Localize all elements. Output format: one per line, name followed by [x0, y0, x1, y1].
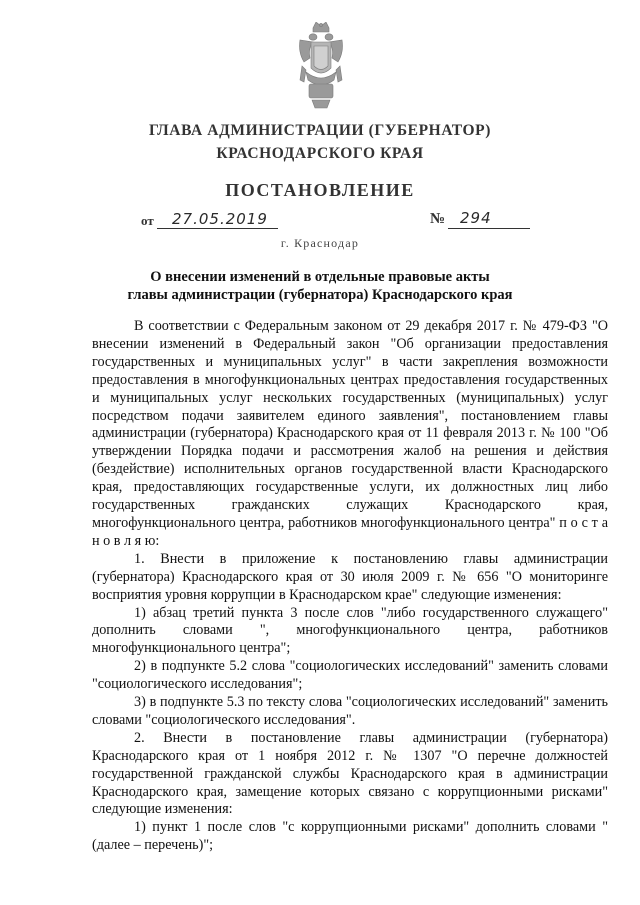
body-paragraph-item-1: 1. Внести в приложение к постановлению главы администрации (губернатора) Краснодарского края от 30 июля 2009 г. № 656 "О мониторинге восприятия уровня коррупции в Краснодарском крае" следующие изменения: — [92, 550, 608, 603]
date-number-row — [0, 210, 640, 232]
title-line2: главы администрации (губернатора) Краснодарского края — [127, 287, 513, 303]
handwritten-number: 294 — [460, 209, 492, 227]
body-paragraph-subitem-1-3: 3) в подпункте 5.3 по тексту слова "социологических исследований" заменить словами "социологического исследования". — [92, 694, 608, 728]
city-name: г. Краснодар — [280, 236, 360, 250]
body-paragraph-preamble: В соответствии с Федеральным законом от 29 декабря 2017 г. № 479-ФЗ "О внесении изменений в Федеральный закон "Об организации предоставления государственных и муниципальных услуг" в части закрепления возможности предоставления в многофункциональных центрах предоставления государственных и муниципальных услуг нескольких государственных (муниципальных) услуг посредством подачи заявителем единого заявления", постановлением главы администрации (губернатора) Краснодарского края от 11 февраля 2013 г. № 100 "Об утверждении Порядка подачи и рассмотрения жалоб на решения и действия (бездействие) исполнительных органов государственной власти Краснодарского края, предоставляющих государственные услуги, их должностных лиц либо государственных гражданских служащих Краснодарского края, многофункционального центра, работников многофункционального центра" п о с т а н о в л я ю: — [92, 318, 608, 549]
date-label: от — [141, 213, 154, 228]
body-paragraph-subitem-2-1: 1) пункт 1 после слов "с коррупционными рисками" дополнить словами "(далее – перечень)"; — [92, 819, 608, 854]
title-line1: О внесении изменений в отдельные правовые акты — [150, 269, 490, 285]
number-label: № — [430, 211, 446, 227]
document-title — [80, 268, 560, 304]
body-paragraph-subitem-1-1: 1) абзац третий пункта 3 после слов "либо государственного служащего" дополнить словами ", многофункционального центра, работников многофункционального центра"; — [92, 604, 608, 657]
handwritten-date: 27.05.2019 — [172, 210, 268, 228]
date-underline — [157, 228, 278, 229]
body-paragraph-item-2: 2. Внести в постановление главы администрации (губернатора) Краснодарского края от 1 ноября 2012 г. № 1307 "О перечне должностей государственной гражданской службы Краснодарского края в администрации Краснодарского края, замещение которых связано с коррупционными рисками" следующие изменения: — [92, 729, 608, 818]
authority-name-line2: КРАСНОДАРСКОГО КРАЯ — [216, 145, 424, 162]
number-underline — [448, 228, 530, 229]
body-paragraph-subitem-1-2: 2) в подпункте 5.2 слова "социологических исследований" заменить словами "социологического исследования"; — [92, 658, 608, 693]
coat-of-arms-emblem — [296, 22, 346, 110]
document-type-heading: ПОСТАНОВЛЕНИЕ — [225, 180, 415, 200]
authority-name-line1: ГЛАВА АДМИНИСТРАЦИИ (ГУБЕРНАТОР) — [149, 122, 491, 139]
document-body — [92, 318, 608, 855]
